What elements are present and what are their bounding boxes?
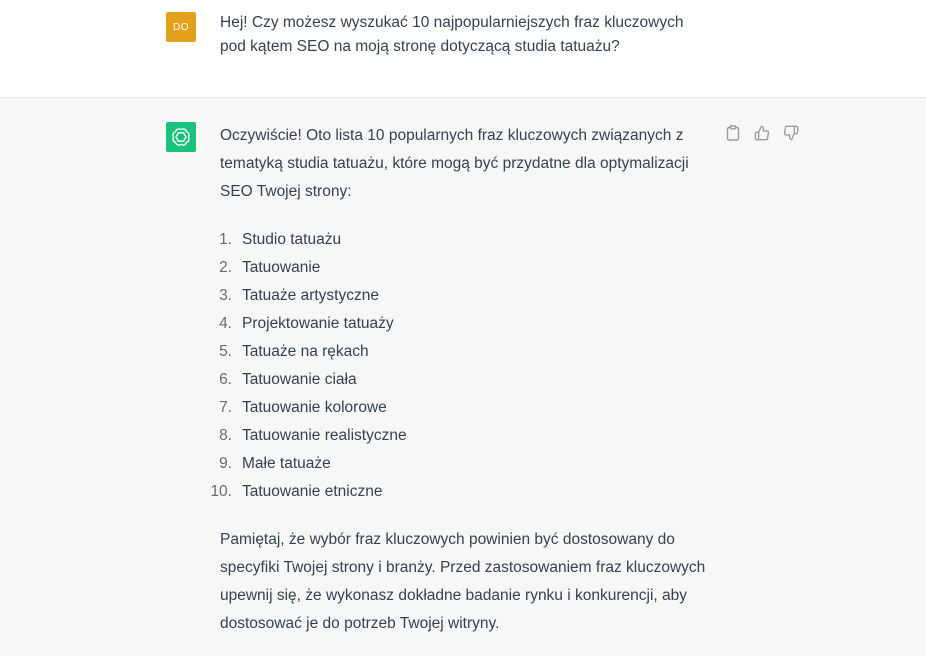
list-item [220, 394, 720, 422]
list-item [220, 282, 720, 310]
list-item-number: 10. [210, 483, 232, 500]
user-message-line: pod kątem SEO na moją stronę dotyczącą studia tatuażu? [220, 38, 620, 55]
list-item-text: Tatuaże na rękach [242, 343, 369, 360]
list-item-number: 5. [219, 343, 232, 360]
list-item [220, 422, 720, 450]
list-item [210, 478, 720, 506]
list-item-number: 8. [219, 427, 232, 444]
list-item-number: 2. [219, 259, 232, 276]
list-item-text: Małe tatuaże [242, 455, 331, 472]
keyword-list [210, 226, 720, 506]
list-item-text: Tatuowanie realistyczne [242, 427, 407, 444]
openai-logo-icon [166, 122, 196, 152]
thumbs-down-icon[interactable] [782, 124, 799, 141]
list-item-text: Studio tatuażu [242, 231, 342, 248]
assistant-message-text [210, 122, 720, 638]
list-item-number: 9. [219, 455, 232, 472]
assistant-outro: Pamiętaj, że wybór fraz kluczowych powinien być dostosowany do specyfiki Twojej strony i branży. Przed zastosowaniem fraz kluczowych upewnij się, że wykonasz dokładne badanie rynku i konkurencji, aby dostosować je do potrzeb Twojej witryny. [220, 531, 706, 632]
user-avatar: DO [166, 12, 196, 42]
list-item-number: 7. [219, 399, 232, 416]
list-item [220, 366, 720, 394]
list-item-text: Tatuowanie etniczne [242, 483, 383, 500]
list-item [220, 338, 720, 366]
list-item [220, 310, 720, 338]
assistant-message-row [0, 98, 926, 656]
message-actions [724, 124, 799, 141]
assistant-intro: Oczywiście! Oto lista 10 popularnych fraz kluczowych związanych z tematyką studia tatuażu, które mogą być przydatne dla optymalizacji SEO Twojej strony: [220, 127, 689, 200]
list-item-number: 3. [219, 287, 232, 304]
user-message-row [0, 0, 926, 98]
user-message-text [220, 11, 720, 59]
list-item-number: 1. [219, 231, 232, 248]
list-item-number: 4. [219, 315, 232, 332]
list-item [220, 450, 720, 478]
copy-icon[interactable] [724, 124, 741, 141]
list-item-text: Tatuowanie kolorowe [242, 399, 387, 416]
list-item-number: 6. [219, 371, 232, 388]
user-message-line: Hej! Czy możesz wyszukać 10 najpopularniejszych fraz kluczowych [220, 14, 684, 31]
list-item [220, 226, 720, 254]
list-item [220, 254, 720, 282]
list-item-text: Tatuaże artystyczne [242, 287, 379, 304]
list-item-text: Tatuowanie [242, 259, 321, 276]
list-item-text: Tatuowanie ciała [242, 371, 357, 388]
thumbs-up-icon[interactable] [753, 124, 770, 141]
list-item-text: Projektowanie tatuaży [242, 315, 394, 332]
